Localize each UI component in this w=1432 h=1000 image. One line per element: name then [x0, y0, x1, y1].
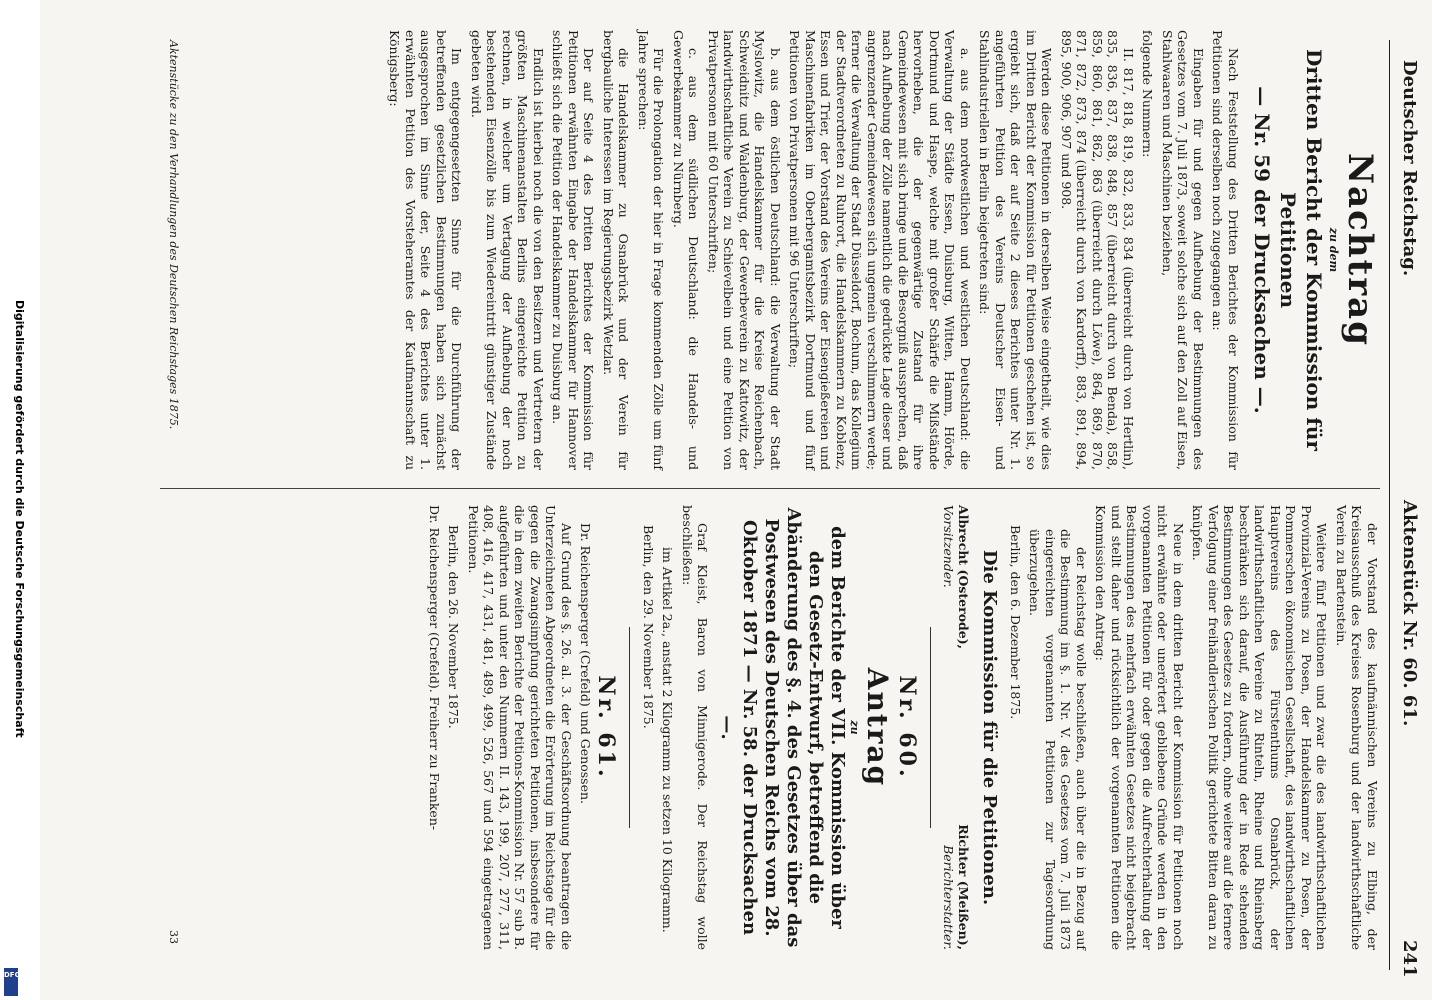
lower-column: [423, 505, 1381, 950]
header-left: Deutscher Reichstag.: [1399, 60, 1420, 277]
page-footer: Aktenstücke zu den Verhandlungen des Deutschen Reichstages 1875.: [167, 40, 180, 430]
signature-row: [942, 505, 972, 950]
commission-title: Die Kommission für die Petitionen.: [979, 549, 1001, 906]
header-center: Aktenstück Nr. 60. 61.: [1399, 500, 1420, 727]
date-line: Berlin, den 6. Dezember 1875.: [1008, 525, 1023, 720]
nachtrag-paragraph: folgende Nummern:: [1140, 30, 1156, 158]
header-rule: [1389, 40, 1390, 970]
signature-left-role: Vorsitzender.: [941, 505, 957, 588]
signature-left-name: Albrecht (Osterode),: [956, 505, 972, 650]
signature-right-name: Richter (Meißen),: [956, 824, 972, 950]
signature-left: [942, 505, 972, 649]
antrag-heading: dem Berichte der VII. Kommission über den Gesetz-Entwurf, betreffend die Abänderung des §. 4. des Gesetzes über das Postwesen des Deutschen Reichs vom 28. Oktober 1871 — Nr. 58. der Drucksachen —.: [717, 507, 849, 948]
page-number: 241: [1399, 940, 1420, 978]
nr61-text: Auf Grund des §. 26. al. 3. der Geschäftsordnung beantragen die Unterzeichneten Abgeordneten die Erörterung im Reichstage für die gegen die Zwangsimpfung gerichteten Petitionen, insbesondere für die in dem zweiten Berichte der Petitions-Kommission Nr. 57 sub B. aufgeführten und unter den Nummern II. 143, 199, 207, 277, 311, 408, 416, 417, 431, 481, 489, 499, 526, 567 und 594 eingetragenen Petitionen.: [466, 505, 574, 950]
dfg-logo: [4, 968, 21, 996]
signature-right: [942, 824, 972, 950]
scanned-page: [40, 0, 1432, 1000]
continuation-paragraph: der Vorstand des kaufmännischen Vereins zu Elbing, der Kreisausschuß des Kreises Rosenburg und der landwirthschaftliche Verein zu Bartenstein.: [1334, 505, 1380, 950]
nachtrag-paragraph: c. aus dem südlichen Deutschland: die Handels- und Gewerbekammer zu Nürnberg.: [671, 30, 702, 470]
continuation-paragraph: Neue in dem dritten Bericht der Kommission für Petitionen noch nicht erwähnte oder unerörtert gebliebene Gründe werden in den vorgenannten Petitionen für oder gegen die Aufrechterhaltung der Bestimmungen des mehrfach erwähnten Gesetzes nicht beigebracht und stellt daher und rücksichtlich der vorgenannten Petitionen die Kommission den Antrag:: [1093, 505, 1186, 950]
nachtrag-paragraph: a. aus dem nordwestlichen und westlichen Deutschland: die Verwaltung der Städte Essen, Duisburg, Witten, Hamm, Hörde, Dortmund und Haspe, welche mit großer Schärfe die Mißstände hervorheben, die der gegenwärtige Zustand für ihre Gemeindewesen mit sich bringe und die Besorgniß aussprechen, daß nach Aufhebung der Zölle namentlich die gedrückte Lage dieser und angrenzender Gemeindewesen sich ungemein verschlimmern werde; ferner die Verwaltung der Stadt Düsseldorf, Bochum, das Kollegium der Stadtverordneten zu Ruhrort, die Handelskammern zu Koblenz, Essen und Trier, der Vorstand des Vereins der Eisengießereien und Maschinenfabriken im Oberbergamtsbezirk Dortmund und fünf Petitionen von Privatpersonen mit 96 Unterschriften;: [787, 30, 973, 470]
antrag-body: im Artikel 2a., anstatt 2 Kilogramm zu setzen 10 Kilogramm.: [660, 547, 676, 933]
nr61-title: Nr. 61.: [593, 675, 620, 780]
nachtrag-paragraph: die Handelskammer zu Osnabrück und der Verein für bergbauliche Interessen im Regierungsbezirk Wetzlar.: [601, 30, 632, 470]
signature-right-role: Berichterstatter.: [941, 845, 957, 950]
column-divider: [160, 488, 1380, 489]
section-rule: [931, 627, 932, 827]
nachtrag-paragraph: Der auf Seite 4 des Dritten Berichtes der Kommission für Petitionen erwähnten Eingabe der Handelskammer für Hannover schließt sich die Petition der Handelskammer zu Duisburg an.: [550, 30, 597, 470]
continuation-paragraph: der Reichstag wolle beschließen, auch über die in Bezug auf die Bestimmung im §. 1. Nr. V. des Gesetzes vom 7. Juli 1873 eingereichten vorgenannten Petitionen zur Tagesordnung überzugehen.: [1027, 529, 1089, 950]
nachtrag-paragraph: Nach Feststellung des Dritten Berichtes der Kommission für Petitionen sind derselben noch zugegangen an:: [1210, 30, 1241, 470]
nr61-intro: Dr. Reichensperger (Crefeld) und Genossen.: [578, 523, 594, 804]
date-line: Berlin, den 29. November 1875.: [641, 525, 656, 729]
nachtrag-heading: Dritten Bericht der Kommission für Petitionen: [1276, 49, 1326, 451]
nr60-title: Nr. 60.: [894, 675, 921, 780]
nachtrag-paragraph: b. aus dem östlichen Deutschland: die Verwaltung der Stadt Myslowitz, die Handelskammer für die Kreise Reichenbach, Schweidnitz und Waldenburg, der Gewerbeverein zu Kattowitz, der landwirthschaftliche Verein zu Schievelbein und eine Petition von Privatpersonen mit 60 Unterschriften;: [706, 30, 783, 470]
nachtrag-paragraph: Im entgegengesetzten Sinne für die Durchführung der betreffenden gesetzlichen Bestimmungen haben sich zunächst ausgesprochen im Sinne der, Seite 4 des Berichtes unter 1. erwähnten Petition des Vorsteheramtes der Kaufmannschaft zu Königsberg:: [387, 30, 465, 470]
dfg-strip: [0, 0, 28, 1000]
nachtrag-zu: zu dem: [1327, 227, 1340, 273]
antrag-zu: zu: [848, 720, 862, 735]
nachtrag-paragraph: Werden diese Petitionen in derselben Weise eingetheilt, wie dies im Dritten Bericht der Kommission für Petitionen geschehen ist, so ergiebt sich, daß der auf Seite 2 dieses Berichtes unter Nr. 1. angeführten Petition des Vereins Deutscher Eisen- und Stahlindustriellen in Berlin beigetreten sind:: [977, 30, 1055, 470]
section-rule: [630, 627, 631, 827]
date-line: Berlin, den 26. November 1875.: [446, 525, 462, 729]
dfg-logo-text: DFG: [4, 971, 21, 979]
continuation-paragraph: Weitere fünf Petitionen und zwar die des landwirthschaftlichen Provinzial-Vereins zu Posen, der Handelskammer zu Posen, der Pommerschen ökonomischen Gesellschaft, des landwirthschaftlichen Hauptvereins des Fürstenthums Osnabrück, der landwirthschaftlichen Vereine zu Rinteln, Rheine und Rheinsberg beschränken sich darauf, die Ausführung der in Rede stehenden Bestimmungen des Gesetzes zu fordern, ohne weitere auf die fernere Verfolgung einer freihändlerischen Politik gerichtete Bitten daran zu knüpfen.: [1190, 505, 1330, 950]
nachtrag-paragraph: II. 817, 818, 819, 832, 833, 834 (überreicht durch von Hertlin), 835, 836, 837, 838, 848, 857 (überreicht durch von Benda), 858, 859, 860, 861, 862, 863 (überreicht durch Löwe), 864, 869, 870, 871, 872, 873, 874 (überreicht durch von Kardorff), 883, 891, 894, 895, 900, 906, 907 und 908.: [1059, 30, 1136, 470]
nr61-signatures: Dr. Reichensperger (Crefeld). Freiherr zu Franken-: [427, 505, 442, 831]
nachtrag-subheading: — Nr. 59 der Drucksachen —.: [1250, 86, 1274, 414]
nachtrag-paragraph: Endlich ist hierbei noch die von den Besitzern und Vertretern der größten Maschinenanstalten Berlins eingereichte Petition zu rechnen, in welcher um Vertagung der Aufhebung der noch bestehenden Eisenzölle bis zum Wiedereintritt günstiger Zustände gebeten wird.: [469, 30, 546, 470]
nachtrag-paragraph: Eingaben für und gegen Aufhebung der Bestimmungen des Gesetzes vom 7. Juli 1873, soweit solche sich auf den Zoll auf Eisen, Stahlwaaren und Maschinen beziehen,: [1160, 30, 1206, 470]
antrag-author: Graf Kleist, Baron von Minnigerode. Der Reichstag wolle beschließen:: [680, 505, 711, 950]
nachtrag-paragraph: Für die Prolongation der hier in Frage kommenden Zölle um fünf Jahre sprechen:: [636, 30, 667, 470]
side-caption: Digitalisierung gefördert durch die Deutsche Forschungsgemeinschaft: [13, 300, 26, 738]
antrag-title: Antrag: [861, 667, 895, 788]
nachtrag-column: [383, 30, 1380, 470]
nachtrag-title: Nachtrag: [1340, 153, 1380, 347]
signature-mark: 33: [167, 930, 180, 944]
